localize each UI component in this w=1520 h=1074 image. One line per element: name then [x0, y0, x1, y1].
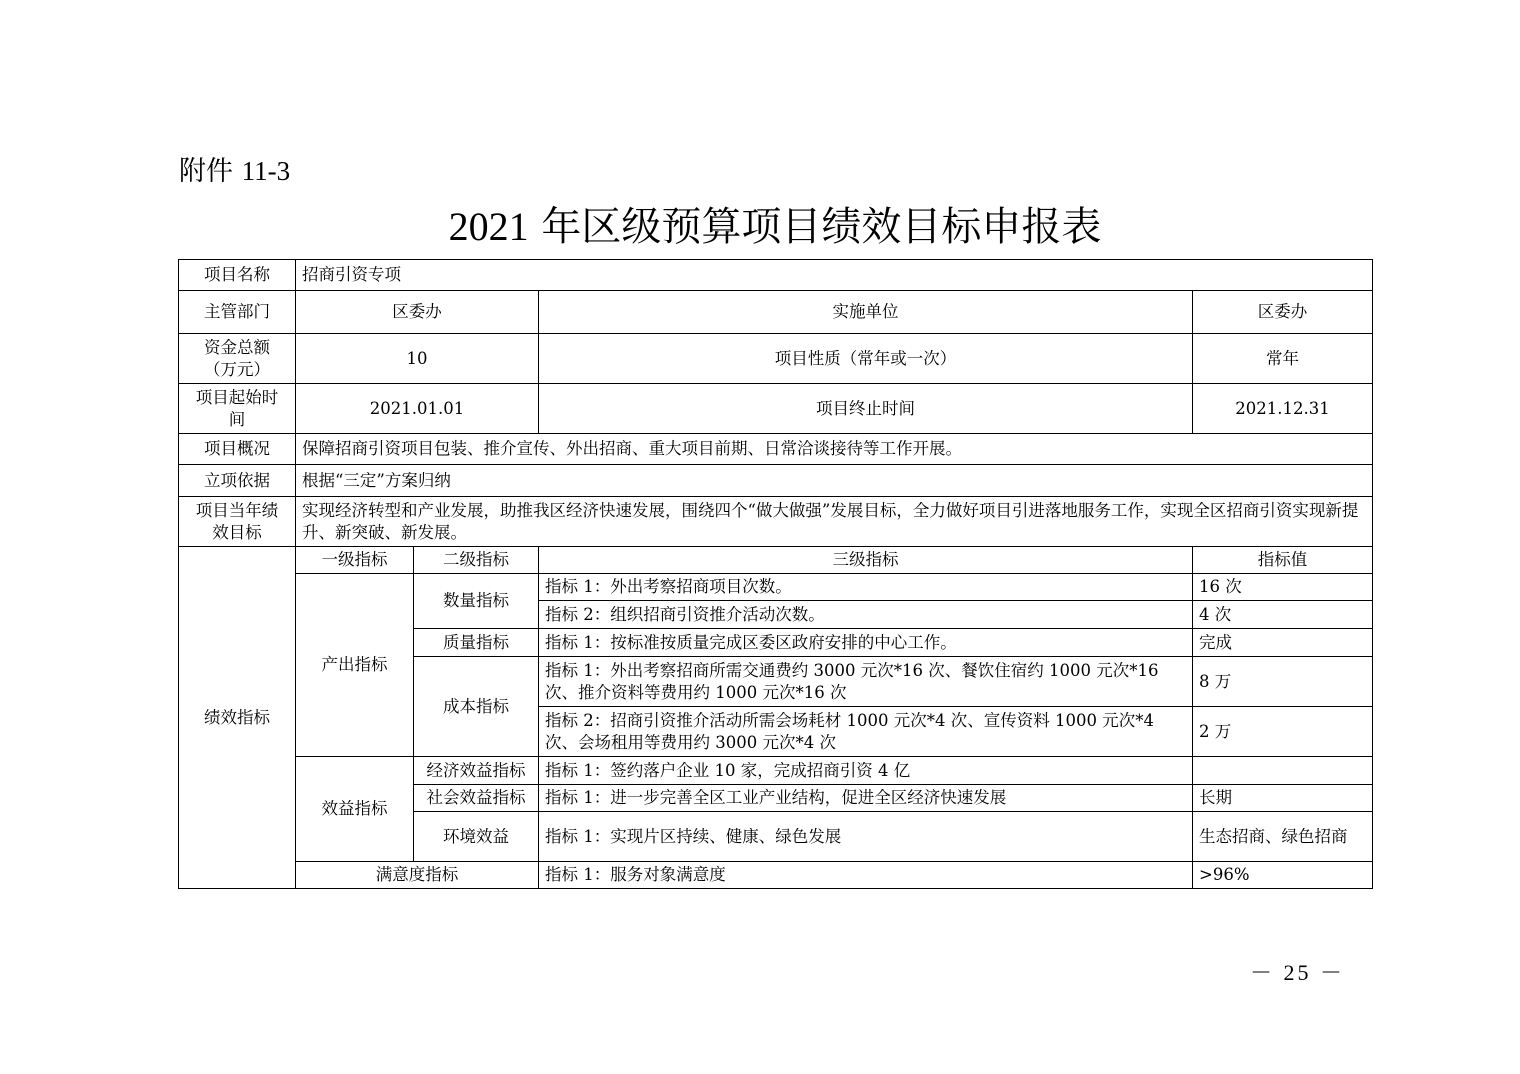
goal-label-line-2: 效目标	[212, 522, 262, 542]
benefit-indicator-label: 效益指标	[296, 757, 414, 862]
cost-indicator-1-value: 8 万	[1193, 657, 1373, 707]
performance-target-form	[178, 259, 1373, 889]
basis-label: 立项依据	[179, 465, 296, 497]
environment-indicator-1-value: 生态招商、绿色招商	[1193, 812, 1373, 862]
quantity-indicator-label: 数量指标	[414, 574, 539, 629]
quantity-indicator-2-value: 4 次	[1193, 601, 1373, 629]
quality-indicator-1: 指标 1：按标准按质量完成区委区政府安排的中心工作。	[539, 629, 1193, 657]
header-level2: 二级指标	[414, 547, 539, 574]
attachment-number: 11-3	[241, 156, 291, 186]
quantity-indicator-1-value: 16 次	[1193, 574, 1373, 601]
start-time-label	[179, 384, 296, 434]
project-name-label: 项目名称	[179, 260, 296, 291]
social-indicator-1: 指标 1：进一步完善全区工业产业结构，促进全区经济快速发展	[539, 785, 1193, 812]
start-label-line-2: 间	[228, 409, 246, 429]
goal-label-line-1: 项目当年绩	[195, 500, 279, 520]
quality-indicator-label: 质量指标	[414, 629, 539, 657]
social-indicator-1-value: 长期	[1193, 785, 1373, 812]
title-text: 年区级预算项目绩效目标申报表	[528, 204, 1102, 250]
impl-unit-label: 实施单位	[539, 291, 1193, 334]
economic-indicator-1-value	[1193, 757, 1373, 785]
satisfaction-indicator-label: 满意度指标	[296, 862, 539, 889]
end-time-label: 项目终止时间	[539, 384, 1193, 434]
fund-label	[179, 334, 296, 384]
environment-indicator-1: 指标 1：实现片区持续、健康、绿色发展	[539, 812, 1193, 862]
overview-value: 保障招商引资项目包装、推介宣传、外出招商、重大项目前期、日常洽谈接待等工作开展。	[296, 434, 1373, 465]
title-year: 2021	[448, 204, 529, 249]
nature-value: 常年	[1193, 334, 1373, 384]
goal-value: 实现经济转型和产业发展，助推我区经济快速发展，围绕四个“做大做强”发展目标，全力做好项目引进落地服务工作，实现全区招商引资实现新提升、新突破、新发展。	[296, 497, 1373, 547]
start-time-value: 2021.01.01	[296, 384, 539, 434]
header-level3: 三级指标	[539, 547, 1193, 574]
indicators-section-label: 绩效指标	[179, 547, 296, 889]
cost-indicator-1: 指标 1：外出考察招商所需交通费约 3000 元次*16 次、餐饮住宿约 1000 元次*16 次、推介资料等费用约 1000 元次*16 次	[539, 657, 1193, 707]
overview-label: 项目概况	[179, 434, 296, 465]
output-indicator-label: 产出指标	[296, 574, 414, 757]
attachment-label-text: 附件	[179, 156, 233, 187]
header-level1: 一级指标	[296, 547, 414, 574]
page-number: － 25 －	[1250, 960, 1346, 985]
nature-label: 项目性质（常年或一次）	[539, 334, 1193, 384]
economic-indicator-label: 经济效益指标	[414, 757, 539, 785]
fund-value: 10	[296, 334, 539, 384]
basis-value: 根据“三定”方案归纳	[296, 465, 1373, 497]
quality-indicator-1-value: 完成	[1193, 629, 1373, 657]
cost-indicator-2-value: 2 万	[1193, 707, 1373, 757]
cost-indicator-label: 成本指标	[414, 657, 539, 757]
fund-label-line-2: （万元）	[204, 359, 270, 379]
dept-label: 主管部门	[179, 291, 296, 334]
header-value: 指标值	[1193, 547, 1373, 574]
dept-value: 区委办	[296, 291, 539, 334]
goal-label	[179, 497, 296, 547]
project-name-value: 招商引资专项	[296, 260, 1373, 291]
impl-unit-value: 区委办	[1193, 291, 1373, 334]
satisfaction-indicator-1: 指标 1：服务对象满意度	[539, 862, 1193, 889]
attachment-label	[179, 152, 290, 191]
quantity-indicator-2: 指标 2：组织招商引资推介活动次数。	[539, 601, 1193, 629]
social-indicator-label: 社会效益指标	[414, 785, 539, 812]
economic-indicator-1: 指标 1：签约落户企业 10 家，完成招商引资 4 亿	[539, 757, 1193, 785]
end-time-value: 2021.12.31	[1193, 384, 1373, 434]
quantity-indicator-1: 指标 1：外出考察招商项目次数。	[539, 574, 1193, 601]
fund-label-line-1: 资金总额	[204, 337, 270, 357]
document-title	[178, 200, 1372, 254]
start-label-line-1: 项目起始时	[195, 387, 279, 407]
environment-indicator-label: 环境效益	[414, 812, 539, 862]
cost-indicator-2: 指标 2：招商引资推介活动所需会场耗材 1000 元次*4 次、宣传资料 1000 元次*4 次、会场租用等费用约 3000 元次*4 次	[539, 707, 1193, 757]
satisfaction-indicator-1-value: >96%	[1193, 862, 1373, 889]
